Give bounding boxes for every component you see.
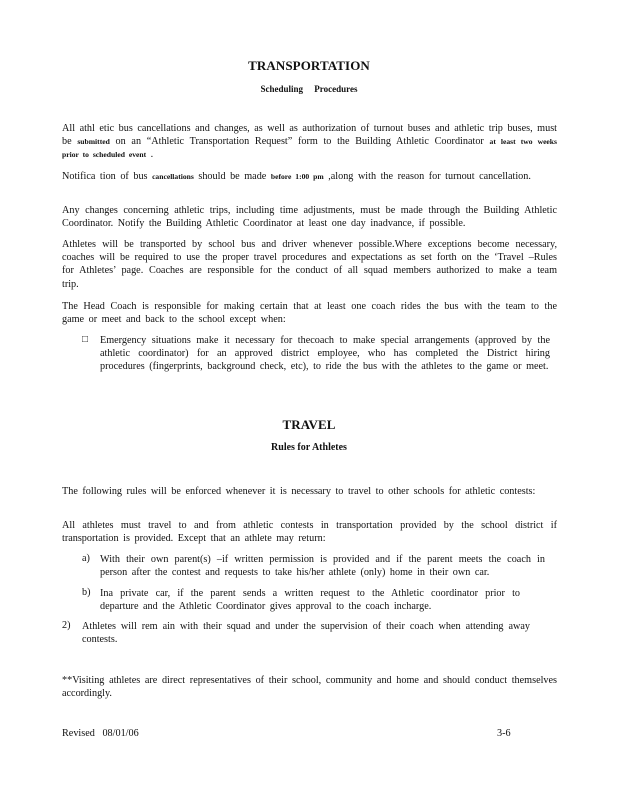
page-number: 3-6 — [497, 728, 511, 739]
paragraph-trip-changes: Any changes concerning athletic trips, including time adjustments, must be made through the Building Athletic Coordinator. Notify the Building Athletic Coordinator at least one day inadvance, if possible. — [62, 205, 557, 230]
paragraph-notification: Notifica tion of bus cancellations should be made before 1:00 pm ,along with the reason for turnout cancellation. — [62, 171, 531, 182]
paragraph-bus-transport: Athletes will be transported by school bus and driver whenever possible.Where exceptions become necessary, coaches will be required to use the proper travel procedures and expectations as set forth on the ‘Travel –Rules for Athletes’ page. Coaches are responsible for the conduct of all squad members authorized to make a team trip. — [62, 239, 557, 290]
transportation-subtitle: Scheduling Procedures — [260, 84, 358, 94]
list-item-2: Athletes will rem ain with their squad and under the supervision of their coach when attending away contests. — [82, 621, 530, 646]
revised-date: Revised 08/01/06 — [62, 728, 139, 739]
paragraph-head-coach: The Head Coach is responsible for making certain that at least one coach rides the bus with the team to the game or meet and back to the school except when: — [62, 301, 557, 326]
bullet-emergency: Emergency situations make it necessary for thecoach to make special arrangements (approved by the athletic coordinator) for an approved district employee, who has completed the District hiring procedures (fingerprints, background check, etc), to ride the bus with the athletes to the game or meet. — [100, 335, 550, 373]
bullet-marker: □ — [82, 334, 89, 345]
list-marker-2: 2) — [62, 620, 71, 631]
paragraph-bus-cancellations: All athl etic bus cancellations and changes, as well as authorization of turnout buses and athletic trip buses, must be submitted on an “Athletic Transportation Request” form to the Building Athletic Coordinator at least two weeks prior to scheduled event . — [62, 123, 557, 161]
list-marker-b: b) — [82, 587, 91, 598]
paragraph-travel-intro: The following rules will be enforced whenever it is necessary to travel to other schools for athletic contests: — [62, 486, 536, 497]
list-marker-a: a) — [82, 553, 90, 564]
travel-subtitle: Rules for Athletes — [271, 442, 347, 453]
paragraph-visiting-athletes: **Visiting athletes are direct representatives of their school, community and home and should conduct themselves accordingly. — [62, 675, 557, 700]
transportation-title: TRANSPORTATION — [248, 58, 370, 73]
travel-title: TRAVEL — [282, 417, 336, 432]
paragraph-athletes-travel: All athletes must travel to and from athletic contests in transportation provided by the school district if transportation is provided. Except that an athlete may return: — [62, 520, 557, 545]
list-item-a: With their own parent(s) –if written permission is provided and if the parent meets the coach in person after the contest and requests to take his/her athlete (only) home in their own car. — [100, 554, 545, 579]
list-item-b: Ina private car, if the parent sends a written request to the Athletic coordinator prior to departure and the Athletic Coordinator gives approval to the coach incharge. — [100, 588, 520, 613]
